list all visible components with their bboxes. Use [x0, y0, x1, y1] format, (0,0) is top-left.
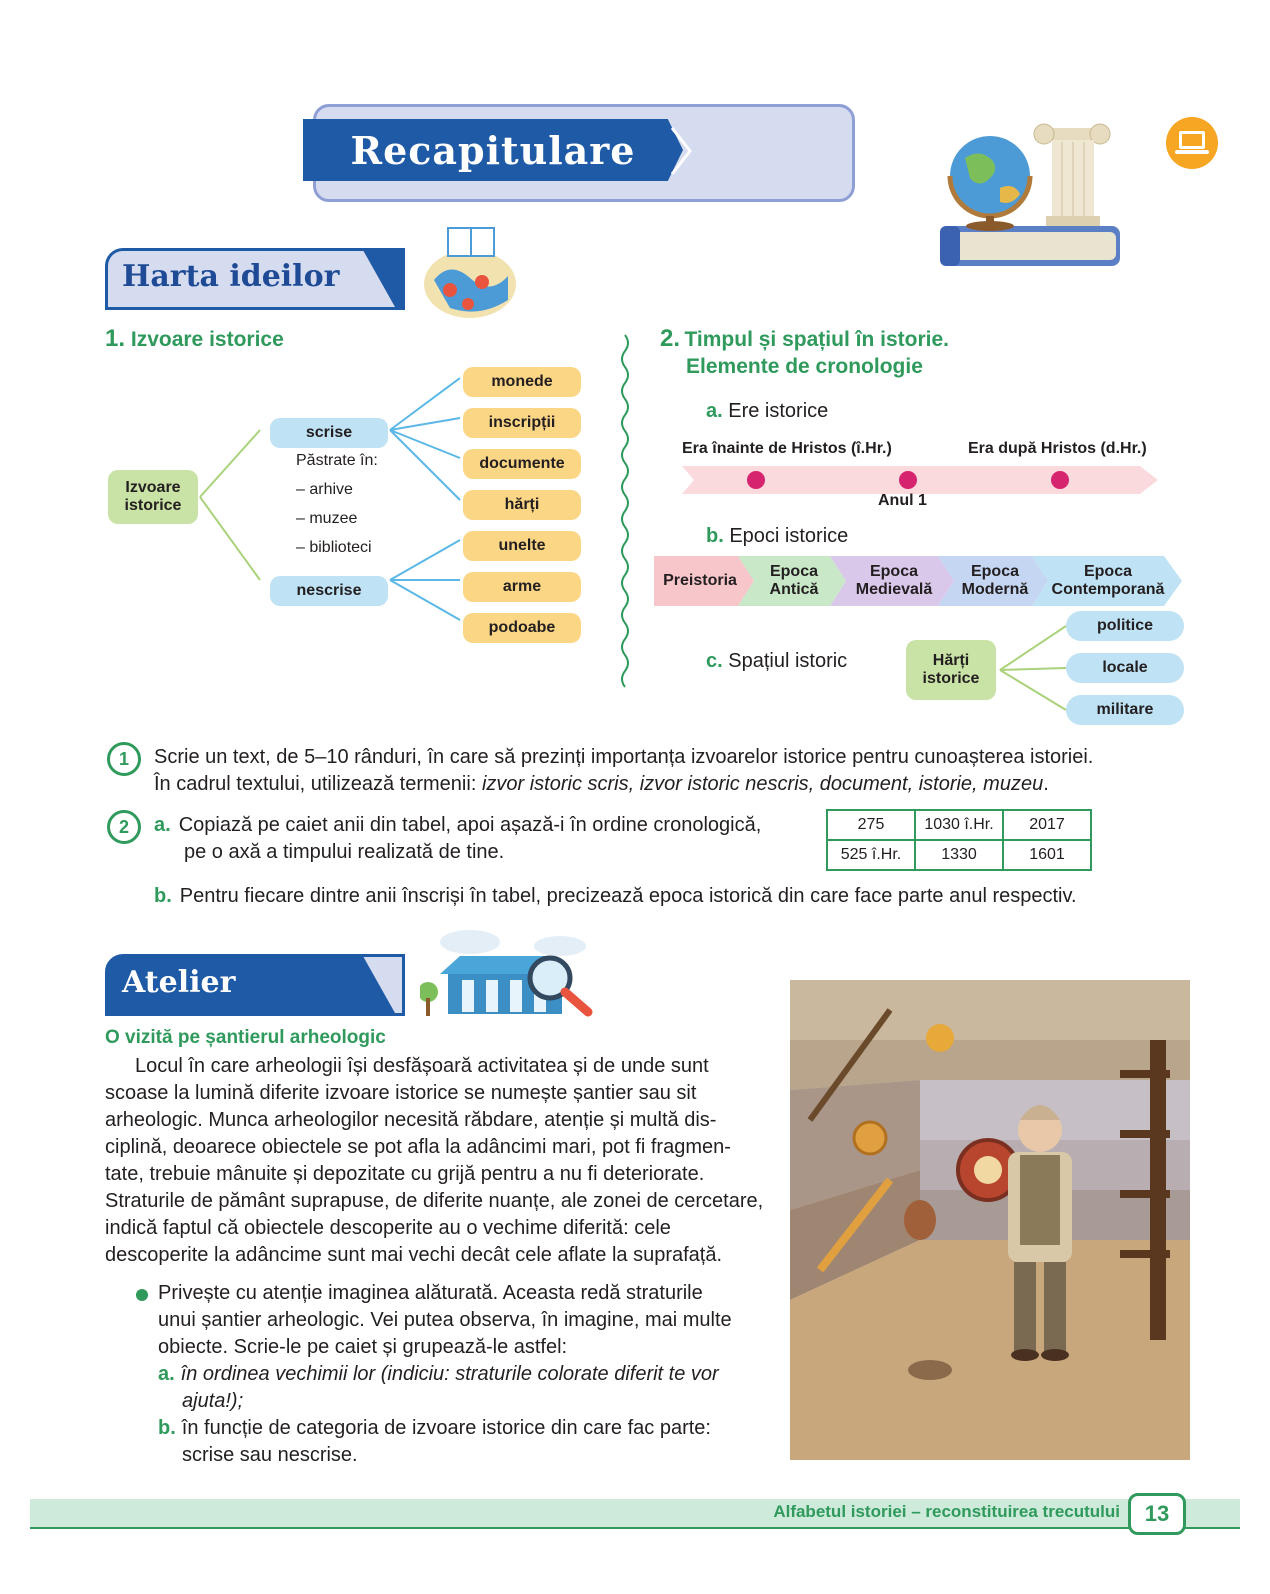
epoch-label: Epoca Medievală — [855, 562, 933, 598]
harti-type-node: militare — [1066, 695, 1184, 725]
izvoare-istorice-node: Izvoare istorice — [108, 470, 198, 524]
pastrate-item: – biblioteci — [296, 539, 372, 556]
archaeological-site-illustration — [790, 980, 1190, 1460]
scrise-item-node: hărți — [463, 490, 581, 520]
footer-title: Alfabetul istoriei – reconstituirea trecutului — [773, 1502, 1120, 1521]
scrise-node: scrise — [270, 418, 388, 448]
table-cell: 2017 — [1003, 810, 1091, 840]
section2-subheading: Elemente de cronologie — [686, 355, 923, 378]
era-before-label: Era înainte de Hristos (î.Hr.) — [682, 440, 892, 457]
atelier-paragraph: Locul în care arheologii își desfășoară activitatea și de unde sunt scoase la lumină diferite izvoare istorice se numește șantier sau sit arheologic. Munca arheologilor necesită răbdare, atenție și multă dis- ciplină, deoarece obiectele se pot afla la adâncimi mari, pot fi fragmen- tate, trebuie mânuite și depozitate cu grijă pentru a nu fi deteriorate. Straturile de pământ suprapuse, de diferite nuanțe, ale zonei de cercetare, indică faptul că obiectele descoperite au o vechime diferită: cele descoperite la adâncime sunt mai vechi decât cele aflate la suprafață. — [105, 1055, 764, 1266]
table-cell: 1030 î.Hr. — [915, 810, 1003, 840]
nescrise-item-node: podoabe — [463, 613, 581, 643]
table-cell: 1601 — [1003, 840, 1091, 870]
atelier-task-b: b. în funcție de categoria de izvoare istorice din care fac parte: scrise sau nescrise. — [158, 1417, 711, 1466]
epoci-istorice-label: b. Epoci istorice — [706, 525, 849, 547]
years-table — [826, 809, 1092, 871]
nescrise-item-node: arme — [463, 572, 581, 602]
table-cell: 1330 — [915, 840, 1003, 870]
scrise-item-node: monede — [463, 367, 581, 397]
epoch-label: Epoca Contemporană — [1051, 562, 1165, 598]
bullet-icon — [136, 1289, 148, 1301]
exercise-number: 1 — [107, 742, 141, 776]
museum-magnifier-icon — [420, 922, 610, 1022]
ere-istorice-label: a. Ere istorice — [706, 400, 829, 422]
atelier-task: Privește cu atenție imaginea alăturată. Aceasta redă straturile unui șantier arheologic. Vei putea observa, în imagine, mai multe obiecte. Scrie-le pe caiet și grupează-le astfel: — [158, 1282, 732, 1358]
anul-1-label: Anul 1 — [878, 492, 927, 509]
exercise-number: 2 — [107, 810, 141, 844]
section1-heading: 1. Izvoare istorice — [105, 325, 284, 352]
pastrate-label: Păstrate în: — [296, 452, 378, 469]
table-row — [827, 840, 1091, 870]
table-cell: 275 — [827, 810, 915, 840]
harti-istorice-node: Hărți istorice — [906, 640, 996, 700]
pastrate-item: – arhive — [296, 481, 353, 498]
harti-type-node: politice — [1066, 611, 1184, 641]
atelier-header — [105, 954, 405, 1016]
spatiul-istoric-label: c. Spațiul istoric — [706, 650, 848, 672]
era-after-label: Era după Hristos (d.Hr.) — [968, 440, 1147, 457]
harta-ideilor-title: Harta ideilor — [122, 259, 340, 294]
nescrise-item-node: unelte — [463, 531, 581, 561]
exercise2b-text: b. Pentru fiecare dintre anii înscriși în tabel, precizează epoca istorică din care face parte anul respectiv. — [154, 885, 1077, 907]
page-number: 13 — [1128, 1493, 1186, 1535]
section2-heading: 2. Timpul și spațiul în istorie. — [660, 325, 949, 352]
atelier-subtitle: O vizită pe șantierul arheologic — [105, 1027, 386, 1048]
nescrise-node: nescrise — [270, 576, 388, 606]
table-row — [827, 810, 1091, 840]
harti-type-node: locale — [1066, 653, 1184, 683]
footer-line — [30, 1527, 1240, 1529]
exercise1-text: Scrie un text, de 5–10 rânduri, în care să prezinți importanța izvoarelor istorice pentru cunoașterea istoriei. În cadrul textului, utilizează termenii: izvor istoric scris, izvor istoric nescris, document, istorie, muzeu. — [154, 746, 1094, 795]
epoch-label: Epoca Antică — [769, 562, 819, 598]
atelier-task-a: a. în ordinea vechimii lor (indiciu: straturile colorate diferit te vor ajuta!); — [158, 1363, 719, 1412]
scrise-item-node: inscripții — [463, 408, 581, 438]
exercise2a-text: a. Copiază pe caiet anii din tabel, apoi așază-i în ordine cronologică, pe o axă a timpului realizată de tine. — [154, 814, 762, 863]
epoch-label: Epoca Modernă — [961, 562, 1029, 598]
epoch-label: Preistoria — [663, 571, 737, 589]
atelier-title: Atelier — [122, 965, 236, 1000]
table-cell: 525 î.Hr. — [827, 840, 915, 870]
scrise-item-node: documente — [463, 449, 581, 479]
pastrate-item: – muzee — [296, 510, 358, 527]
page-title: Recapitulare — [350, 127, 636, 173]
